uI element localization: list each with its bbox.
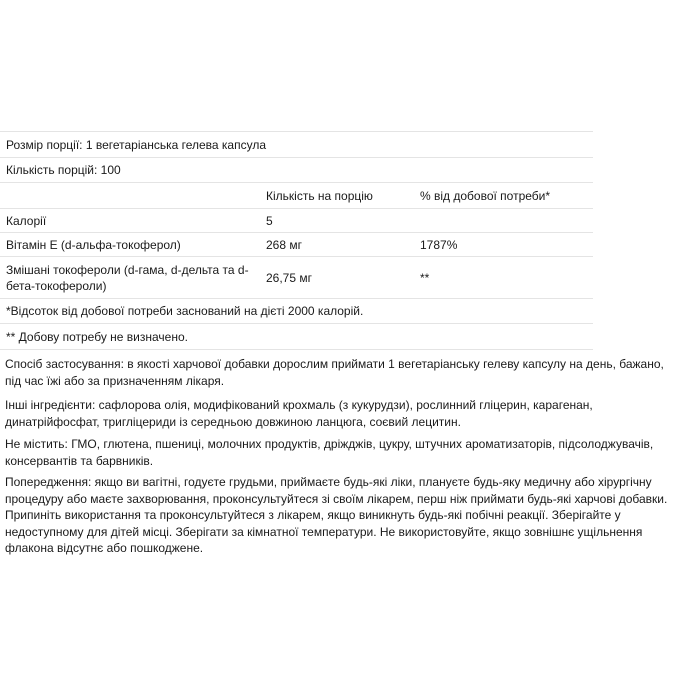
nutrient-amount: 5 [266,213,273,228]
table-bottom-border [0,349,593,350]
nutrient-amount: 268 мг [266,237,302,252]
table-header-row [0,182,593,208]
warning-text: Попередження: якщо ви вагітні, годуєте грудьми, приймаєте будь-які ліки, плануєте будь-яку медичну або хірургічну процедуру або маєте захворювання, проконсультуйтеся зі своїм лікарем, перш ніж приймати будь-які харчові добавки. Припиніть використання та проконсультуйтеся з лікарем, якщо виникнуть будь-які побічні реакції. Зберігайте у недоступному для дітей місці. Зберігати за кімнатної температури. Не використовуйте, якщо зовнішнє ущільнення флакона відсутнє або пошкоджене. [5,475,668,555]
footnote-daily-value: *Відсоток від добової потреби заснований на дієті 2000 калорій. [6,304,364,318]
servings-count-row [0,157,593,182]
footnote-row [0,323,593,349]
servings-count: Кількість порцій: 100 [6,163,121,177]
header-amount: Кількість на порцію [266,188,373,203]
free-of-text: Не містить: ГМО, глютена, пшениці, молочних продуктів, дріжджів, цукру, штучних ароматизаторів, підсолоджувачів, консервантів та барвників. [5,437,654,468]
serving-size-row [0,131,593,157]
footnote-row [0,298,593,323]
supplement-facts-table [0,131,593,350]
header-daily-value: % від добової потреби* [420,188,551,203]
nutrient-amount: 26,75 мг [266,270,312,285]
footnote-not-established: ** Добову потребу не визначено. [6,329,188,344]
nutrient-dv: 1787% [420,237,458,252]
table-row [0,208,593,232]
other-ingredients-text: Інші інгредієнти: сафлорова олія, модифікований крохмаль (з кукурудзи), рослинний гліцерин, карагенан, динатрійфосфат, тригліцериди із середньою довжиною ланцюга, соєвий лецитин. [5,398,593,429]
table-row [0,232,593,256]
table-row [0,256,593,298]
nutrient-dv: ** [420,270,430,285]
serving-size: Розмір порції: 1 вегетаріанська гелева капсула [6,137,266,152]
nutrient-name: Змішані токофероли (d-гама, d-дельта та d-бета-токофероли) [6,262,249,293]
nutrient-name: Вітамін Е (d-альфа-токоферол) [6,237,181,252]
nutrient-name: Калорії [6,213,47,228]
usage-text: Спосіб застосування: в якості харчової добавки дорослим приймати 1 вегетаріанську гелеву капсулу на день, бажано, під час їжі або за призначенням лікаря. [5,357,664,388]
